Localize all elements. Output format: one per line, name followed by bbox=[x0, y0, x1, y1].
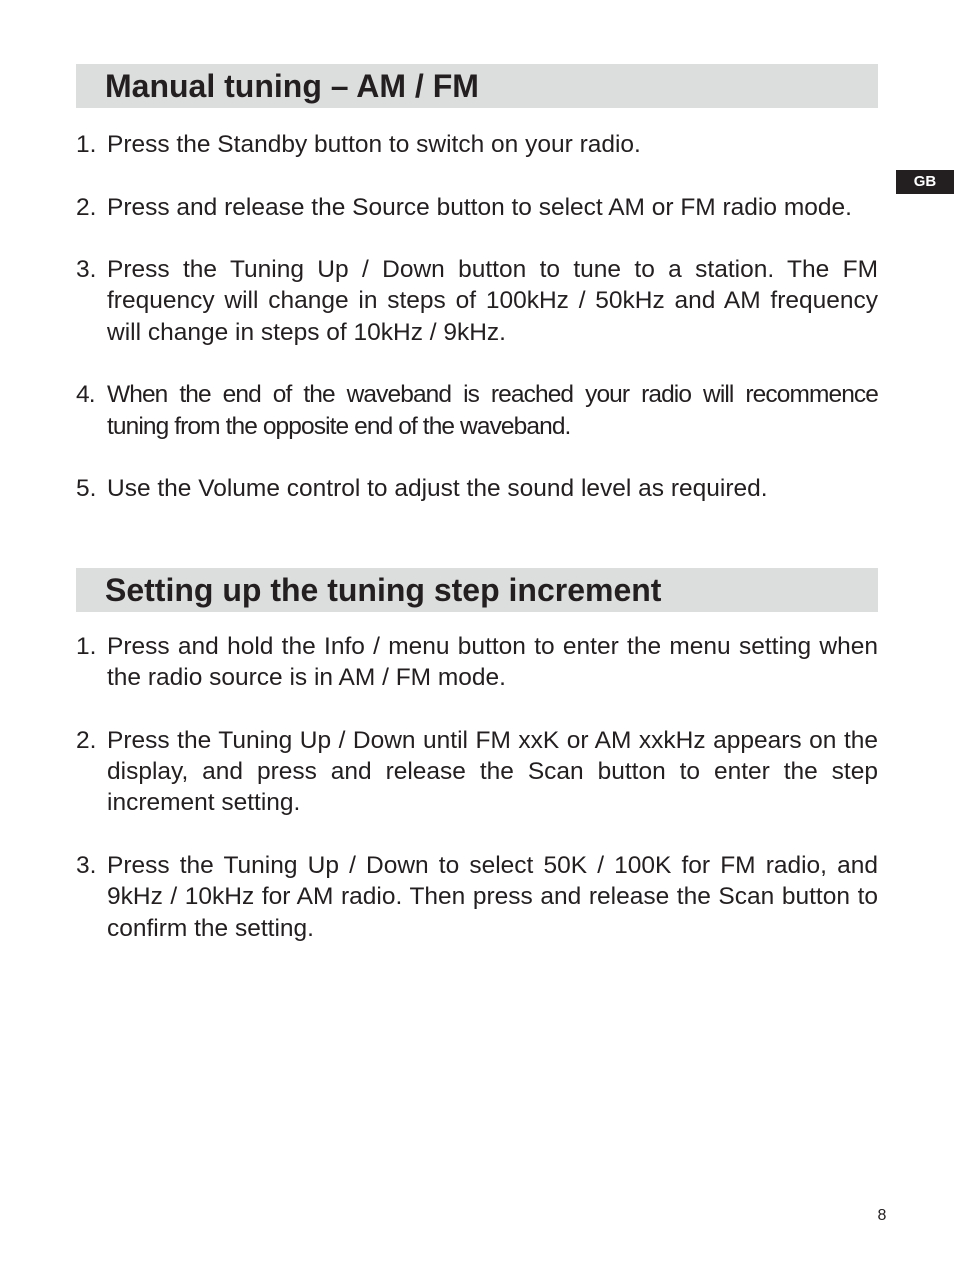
step-text: Press the Standby button to switch on your radio. bbox=[107, 131, 641, 158]
step-number: 3. bbox=[76, 852, 97, 880]
step-number: 1. bbox=[76, 131, 97, 158]
list-item bbox=[76, 129, 878, 160]
list-item bbox=[76, 725, 878, 819]
step-text: Use the Volume control to adjust the sound level as required. bbox=[107, 475, 768, 503]
step-number: 2. bbox=[76, 193, 97, 221]
manual-tuning-steps bbox=[76, 129, 878, 505]
section-title-tuning-step: Setting up the tuning step increment bbox=[76, 568, 878, 612]
step-text: Press and hold the Info / menu button to enter the menu setting when the radio source is in AM / FM mode. bbox=[107, 633, 878, 692]
step-number: 5. bbox=[76, 475, 97, 503]
list-item bbox=[76, 473, 878, 504]
step-text: Press the Tuning Up / Down to select 50K / 100K for FM radio, and 9kHz / 10kHz for AM radio. Then press and release the Scan button to confirm the setting. bbox=[107, 852, 878, 942]
list-item bbox=[76, 254, 878, 348]
list-item bbox=[76, 379, 878, 442]
step-number: 3. bbox=[76, 256, 97, 284]
step-number: 4. bbox=[76, 381, 95, 409]
list-item bbox=[76, 192, 878, 223]
step-text: Press the Tuning Up / Down button to tune to a station. The FM frequency will change in steps of 100kHz / 50kHz and AM frequency will change in steps of 10kHz / 9kHz. bbox=[107, 256, 878, 346]
list-item bbox=[76, 631, 878, 694]
step-number: 2. bbox=[76, 726, 97, 754]
language-badge: GB bbox=[896, 170, 954, 194]
step-text: Press and release the Source button to select AM or FM radio mode. bbox=[107, 193, 852, 221]
step-text: When the end of the waveband is reached your radio will recommence tuning from the opposite end of the waveband. bbox=[107, 381, 878, 440]
page-number: 8 bbox=[877, 1207, 887, 1224]
tuning-step-steps bbox=[76, 631, 878, 944]
step-number: 1. bbox=[76, 633, 97, 660]
step-text: Press the Tuning Up / Down until FM xxK or AM xxkHz appears on the display, and press and release the Scan button to enter the step increment setting. bbox=[107, 726, 878, 817]
section-title-manual-tuning: Manual tuning – AM / FM bbox=[76, 64, 878, 108]
list-item bbox=[76, 850, 878, 944]
